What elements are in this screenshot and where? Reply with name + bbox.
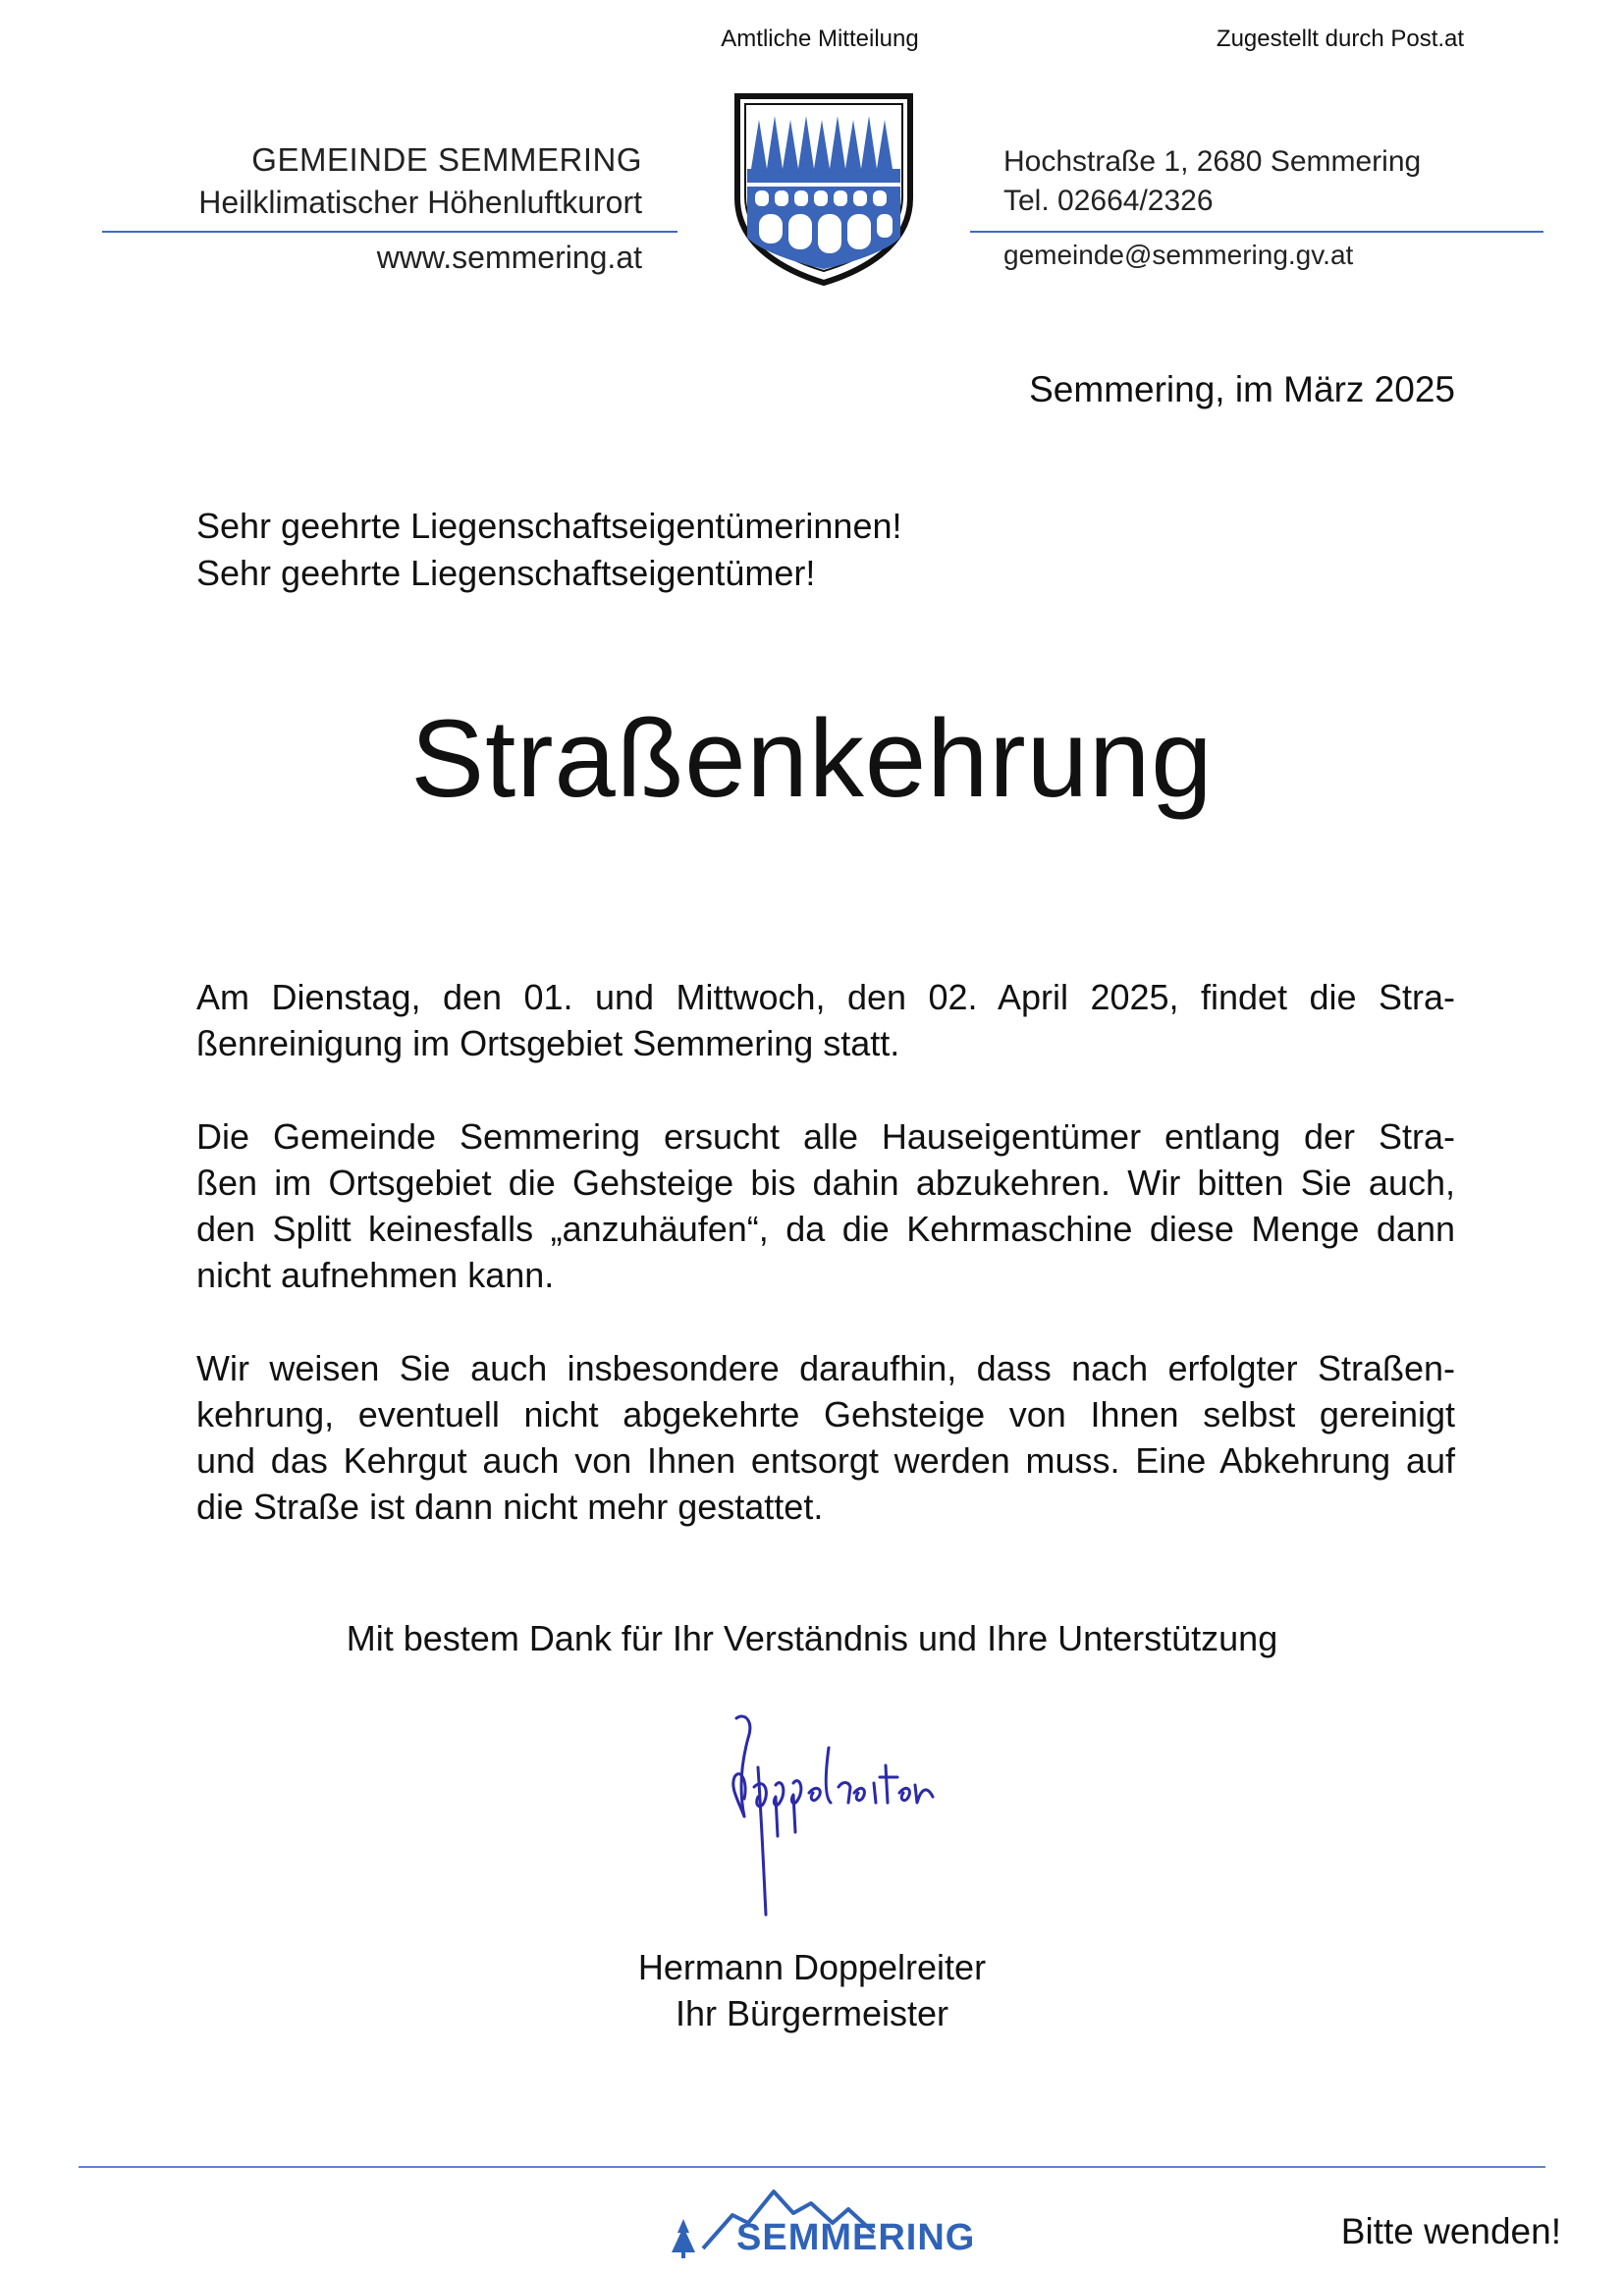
document-title: Straßenkehrung <box>410 697 1214 820</box>
salutation-block <box>196 503 902 597</box>
address-email: gemeinde@semmering.gv.at <box>1003 240 1354 270</box>
address-phone: Tel. 02664/2326 <box>1003 185 1214 217</box>
date-line: Semmering, im März 2025 <box>1029 369 1455 409</box>
signature-image <box>715 1708 941 1924</box>
address-street: Hochstraße 1, 2680 Semmering <box>1003 145 1422 178</box>
paragraph-line: nicht aufnehmen kann. <box>196 1255 555 1295</box>
paragraph-notice <box>196 1345 1455 1530</box>
paragraph-line: Die Gemeinde Semmering ersucht alle Hauseigentümer entlang der Stra- <box>196 1116 1455 1157</box>
paragraph-line: Am Dienstag, den 01. und Mittwoch, den 02. April 2025, findet die Stra- <box>196 977 1455 1017</box>
salutation-line: Sehr geehrte Liegenschaftseigentümer! <box>196 553 816 593</box>
paragraph-line: ßen im Ortsgebiet die Gehsteige bis dahin abzukehren. Wir bitten Sie auch, <box>196 1163 1455 1203</box>
delivery-note: Zugestellt durch Post.at <box>1216 26 1465 52</box>
footer-logo-text: SEMMERING <box>736 2217 976 2258</box>
paragraph-line: die Straße ist dann nicht mehr gestattet. <box>196 1487 824 1527</box>
paragraph-line: kehrung, eventuell nicht abgekehrte Gehsteige von Ihnen selbst gereinigt <box>196 1394 1455 1435</box>
header-divider-right <box>970 231 1543 233</box>
official-notice-label: Amtliche Mitteilung <box>721 26 919 52</box>
municipality-website: www.semmering.at <box>376 240 642 275</box>
paragraph-request <box>196 1113 1455 1298</box>
paragraph-line: und das Kehrgut auch von Ihnen entsorgt werden muss. Eine Abkehrung auf <box>196 1440 1455 1481</box>
footer-divider <box>79 2166 1545 2168</box>
coat-of-arms-icon <box>731 90 916 287</box>
signer-role: Ihr Bürgermeister <box>675 1993 949 2033</box>
salutation-line: Sehr geehrte Liegenschaftseigentümerinnen! <box>196 506 902 546</box>
turn-over-note: Bitte wenden! <box>1340 2211 1561 2251</box>
municipality-name: GEMEINDE SEMMERING <box>251 141 642 178</box>
paragraph-line: den Splitt keinesfalls „anzuhäufen“, da die Kehrmaschine diese Menge dann <box>196 1209 1455 1249</box>
paragraph-line: Wir weisen Sie auch insbesondere daraufhin, dass nach erfolgter Straßen- <box>196 1348 1455 1388</box>
signer-block <box>0 1944 1624 2036</box>
municipality-subtitle: Heilklimatischer Höhenluftkurort <box>198 185 642 220</box>
closing-line: Mit bestem Dank für Ihr Verständnis und Ihre Unterstützung <box>346 1618 1278 1658</box>
paragraph-date-info <box>196 974 1455 1066</box>
header-divider-left <box>102 231 677 233</box>
signer-name: Hermann Doppelreiter <box>637 1947 987 1987</box>
paragraph-line: ßenreinigung im Ortsgebiet Semmering statt. <box>196 1023 900 1063</box>
